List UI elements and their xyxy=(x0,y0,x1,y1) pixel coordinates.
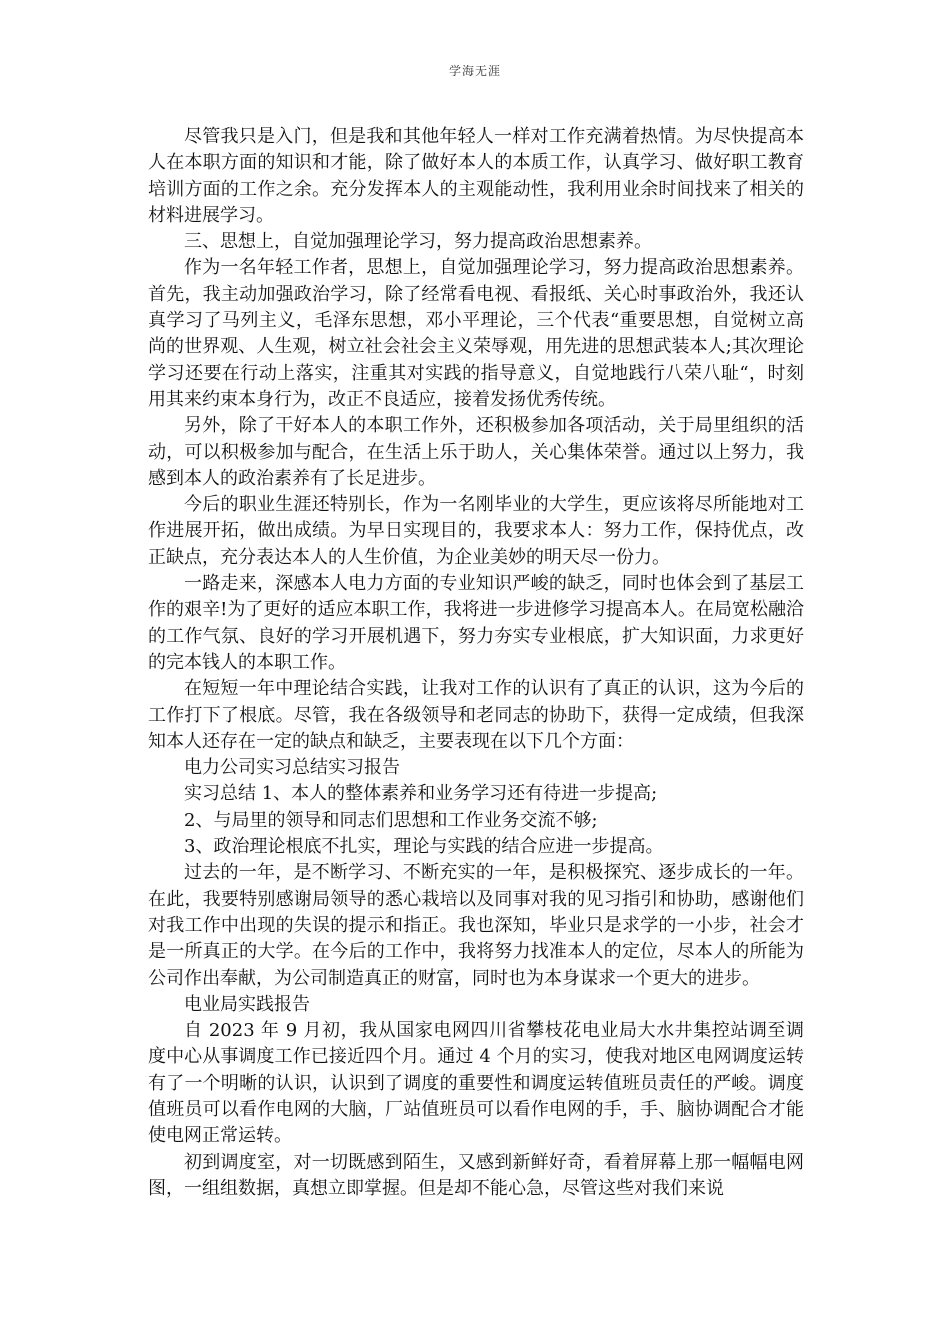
paragraph: 自 2023 年 9 月初，我从国家电网四川省攀枝花电业局大水井集控站调至调度中心从事调度工作已接近四个月。通过 4 个月的实习，使我对地区电网调度运转有了一个明晰的认识，认识到了调度的重要性和调度运转值班员责任的严峻。调度值班员可以看作电网的大脑，厂站值班员可以看作电网的手，手、脑协调配合才能使电网正常运转。 xyxy=(148,1020,804,1147)
list-item: 2、与局里的领导和同志们思想和工作业务交流不够; xyxy=(184,809,598,831)
paragraph: 尽管我只是入门，但是我和其他年轻人一样对工作充满着热情。为尽快提高本人在本职方面的知识和才能，除了做好本人的本质工作，认真学习、做好职工教育培训方面的工作之余。充分发挥本人的主观能动性，我利用业余时间找来了相关的材料进展学习。 xyxy=(148,126,804,226)
paragraph: 初到调度室，对一切既感到陌生，又感到新鲜好奇，看着屏幕上那一幅幅电网图，一组组数据，真想立即掌握。但是却不能心急，尽管这些对我们来说 xyxy=(148,1151,804,1199)
paragraph: 另外，除了干好本人的本职工作外，还积极参加各项活动，关于局里组织的活动，可以积极参加与配合，在生活上乐于助人，关心集体荣誉。通过以上努力，我感到本人的政治素养有了长足进步。 xyxy=(148,415,804,489)
list-item: 实习总结 1、本人的整体素养和业务学习还有待进一步提高; xyxy=(184,783,658,805)
paragraph: 作为一名年轻工作者，思想上，自觉加强理论学习，努力提高政治思想素养。首先，我主动加强政治学习，除了经常看电视、看报纸、关心时事政治外，我还认真学习了马列主义，毛泽东思想，邓小平理论，三个代表“重要思想，自觉树立高尚的世界观、人生观，树立社会社会主义荣辱观，用先进的思想武装本人;其次理论学习还要在行动上落实，注重其对实践的指导意义，自觉地践行八荣八耻“，时刻用其来约束本身行为，改正不良适应，接着发扬优秀传统。 xyxy=(148,257,804,410)
section-heading: 三、思想上，自觉加强理论学习，努力提高政治思想素养。 xyxy=(184,231,652,253)
page-header: 学海无涯 xyxy=(448,64,501,78)
paragraph: 在短短一年中理论结合实践，让我对工作的认识有了真正的认识，这为今后的工作打下了根底。尽管，我在各级领导和老同志的协助下，获得一定成绩，但我深知本人还存在一定的缺点和缺乏，主要表现在以下几个方面： xyxy=(148,678,804,752)
paragraph: 一路走来，深感本人电力方面的专业知识严峻的缺乏，同时也体会到了基层工作的艰辛!为了更好的适应本职工作，我将进一步进修学习提高本人。在局宽松融洽的工作气氛、良好的学习开展机遇下，努力夯实专业根底，扩大知识面，力求更好的完本钱人的本职工作。 xyxy=(148,573,804,673)
list-item: 3、政治理论根底不扎实，理论与实践的结合应进一步提高。 xyxy=(184,836,664,858)
document-body xyxy=(148,124,804,1202)
section-title: 电业局实践报告 xyxy=(184,993,310,1015)
section-title: 电力公司实习总结实习报告 xyxy=(184,757,400,779)
paragraph: 今后的职业生涯还特别长，作为一名刚毕业的大学生，更应该将尽所能地对工作进展开拓，做出成绩。为早日实现目的，我要求本人：努力工作，保持优点，改正缺点，充分表达本人的人生价值，为企业美妙的明天尽一份力。 xyxy=(148,494,804,568)
paragraph: 过去的一年，是不断学习、不断充实的一年，是积极探究、逐步成长的一年。在此，我要特别感谢局领导的悉心栽培以及同事对我的见习指引和协助，感谢他们对我工作中出现的失误的提示和指正。我也深知，毕业只是求学的一小步，社会才是一所真正的大学。在今后的工作中，我将努力找准本人的定位，尽本人的所能为公司作出奉献，为公司制造真正的财富，同时也为本身谋求一个更大的进步。 xyxy=(148,862,804,989)
